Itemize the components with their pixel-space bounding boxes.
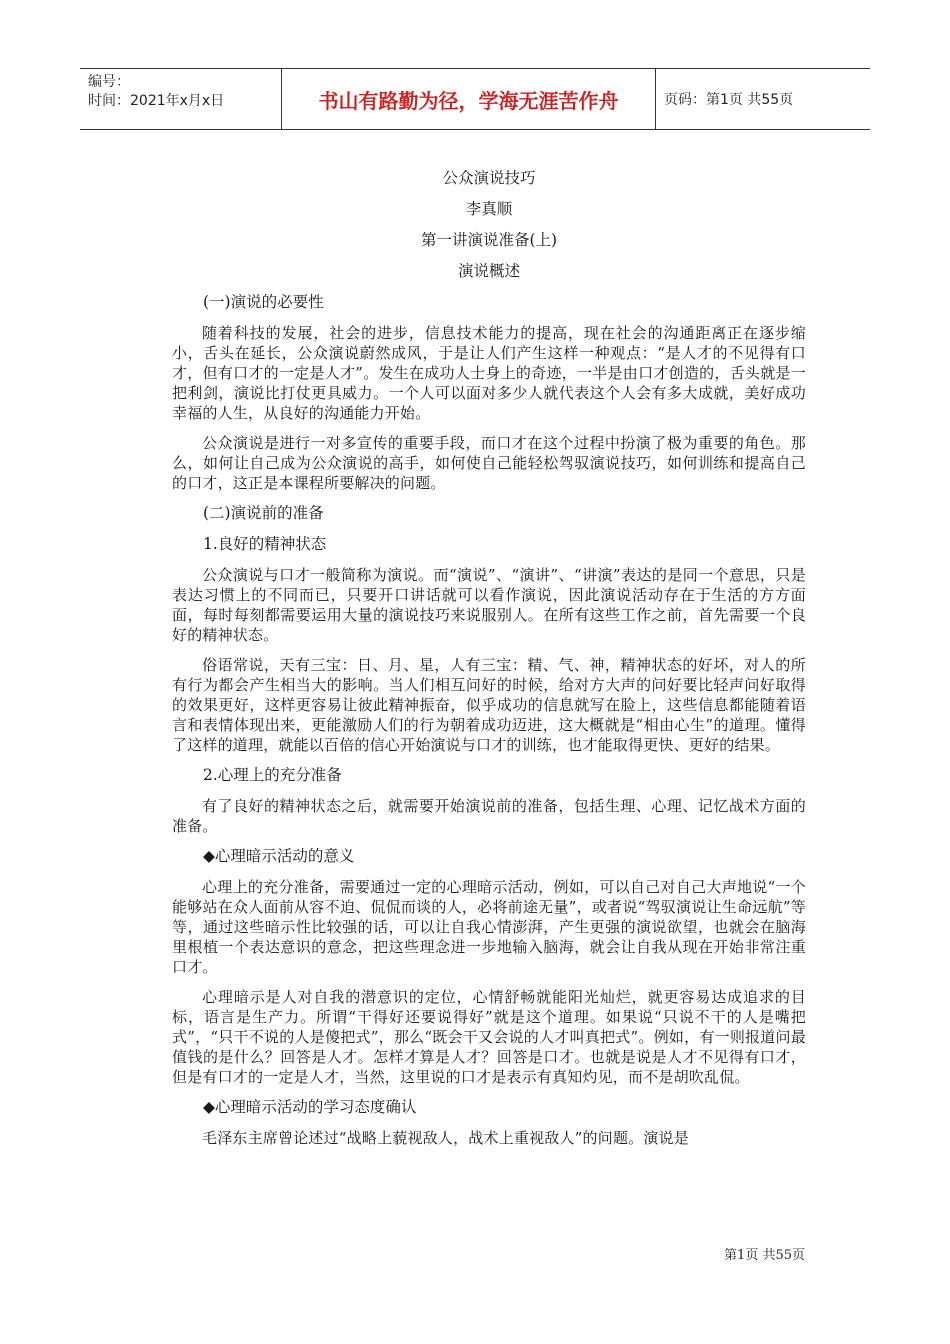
paragraph-7: 心理暗示是人对自我的潜意识的定位，心情舒畅就能阳光灿烂，就更容易达成追求的目标，语言是生产力。所谓“干得好还要说得好”就是这个道理。如果说“只说不干的人是嘴把式”，“只干不说的人是傻把式”，那么“既会干又会说的人才叫真把式”。例如，有一则报道问最值钱的是什么？回答是人才。怎样才算是人才？回答是口才。也就是说是人才不见得有口才，但是有口才的一定是人才，当然，这里说的口才是表示有真知灼见，而不是胡吹乱侃。 (172, 988, 806, 1086)
bullet-heading-1: ◆心理暗示活动的意义 (203, 847, 355, 865)
paragraph-1: 随着科技的发展，社会的进步，信息技术能力的提高，现在社会的沟通距离正在逐步缩小，舌头在延长，公众演说蔚然成风，于是让人们产生这样一种观点：“是人才的不见得有口才，但有口才的一定是人才”。发生在成功人士身上的奇迹，一半是由口才创造的，舌头就是一把利剑，演说比打仗更具威力。一个人可以面对多少人就代表这个人会有多大成就，美好成功幸福的人生，从良好的沟通能力开始。 (172, 324, 806, 422)
header-number: 编号： (88, 74, 130, 90)
paragraph-6: 心理上的充分准备，需要通过一定的心理暗示活动，例如，可以自己对自己大声地说“一个能够站在众人面前从容不迫、侃侃而谈的人，必将前途无量”，或者说“驾驭演说让生命远航”等等，通过这些暗示性比较强的话，可以让自我心情澎湃，产生更强的演说欲望，也就会在脑海里根植一个表达意识的意念，把这些理念进一步地输入脑海，就会让自我从现在开始非常注重口才。 (172, 878, 806, 976)
header-page-info: 页码：第1页 共55页 (664, 92, 794, 108)
doc-author: 李真顺 (465, 200, 513, 218)
header-meta (80, 69, 282, 129)
paragraph-2: 公众演说是进行一对多宣传的重要手段，而口才在这个过程中扮演了极为重要的角色。那么，如何让自己成为公众演说的高手，如何使自己能轻松驾驭演说技巧，如何训练和提高自己的口才，这正是本课程所要解决的问题。 (172, 434, 806, 492)
section-heading-2: (二)演说前的准备 (203, 504, 324, 522)
paragraph-8: 毛泽东主席曾论述过“战略上藐视敌人，战术上重视敌人”的问题。演说是 (202, 1129, 689, 1147)
subsection-heading-2: 2.心理上的充分准备 (203, 766, 342, 784)
paragraph-3: 公众演说与口才一般简称为演说。而“演说”、“演讲”、“讲演”表达的是同一个意思，只是表达习惯上的不同而已，只要开口讲话就可以看作演说，因此演说活动存在于生活的方方面面，每时每刻都需要运用大量的演说技巧来说服别人。在所有这些工作之前，首先需要一个良好的精神状态。 (172, 566, 806, 644)
document-body (172, 168, 806, 1158)
page-footer: 第1页 共55页 (724, 1248, 805, 1263)
paragraph-4: 俗语常说，天有三宝：日、月、星，人有三宝：精、气、神，精神状态的好坏，对人的所有行为都会产生相当大的影响。当人们相互问好的时候，给对方大声的问好要比轻声问好取得的效果更好，这样更容易让彼此精神振奋，似乎成功的信息就写在脸上，这些信息都能随着语言和表情体现出来，更能激励人们的行为朝着成功迈进，这大概就是“相由心生”的道理。懂得了这样的道理，就能以百倍的信心开始演说与口才的训练，也才能取得更快、更好的结果。 (172, 656, 806, 754)
paragraph-5: 有了良好的精神状态之后，就需要开始演说前的准备，包括生理、心理、记忆战术方面的准备。 (172, 797, 806, 835)
page-header (80, 68, 870, 130)
header-time: 时间：2021年x月x日 (88, 93, 225, 109)
subsection-heading-1: 1.良好的精神状态 (203, 535, 327, 553)
bullet-heading-2: ◆心理暗示活动的学习态度确认 (203, 1098, 417, 1116)
lecture-heading: 第一讲演说准备(上) (420, 231, 558, 249)
doc-title: 公众演说技巧 (442, 169, 536, 187)
header-motto: 书山有路勤为径，学海无涯苦作舟 (282, 69, 656, 129)
overview-heading: 演说概述 (457, 262, 520, 280)
section-heading-1: (一)演说的必要性 (203, 293, 324, 311)
